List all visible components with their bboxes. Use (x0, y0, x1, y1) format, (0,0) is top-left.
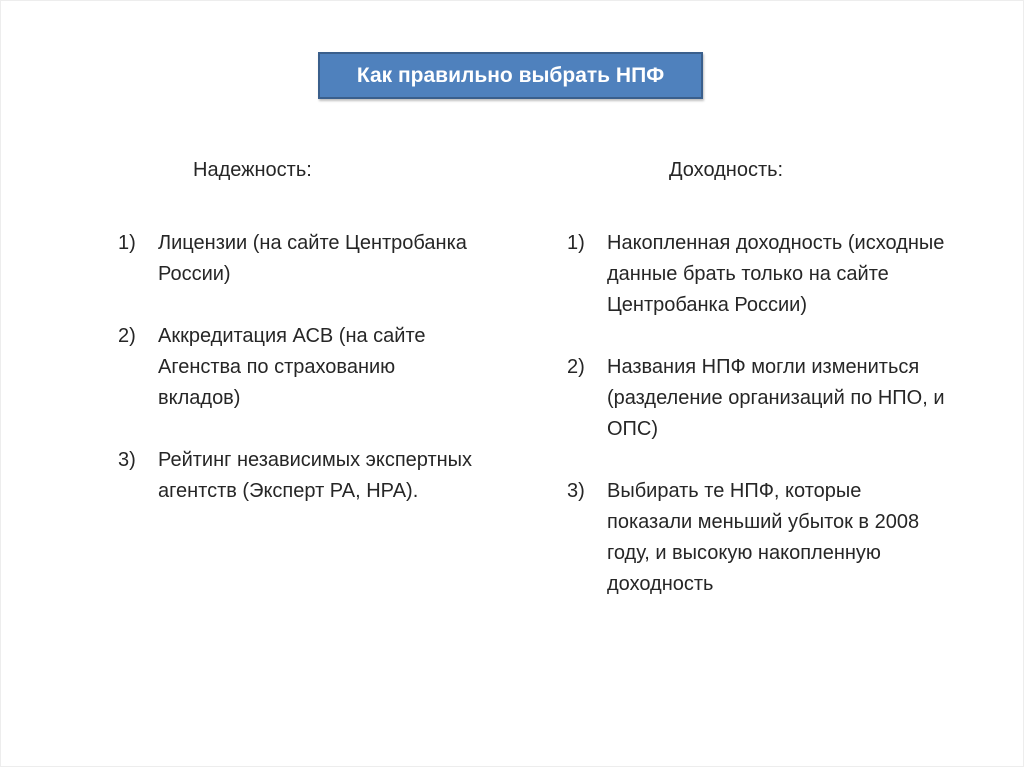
item-number: 3) (567, 480, 585, 502)
profitability-list (567, 228, 947, 631)
reliability-heading: Надежность: (193, 159, 312, 181)
item-number: 1) (567, 232, 585, 254)
item-text: Аккредитация АСВ (на сайте Агенства по страхованию вкладов) (158, 325, 426, 409)
list-item (567, 228, 947, 321)
profitability-heading: Доходность: (669, 159, 784, 181)
item-text: Лицензии (на сайте Центробанка России) (158, 232, 467, 285)
item-text: Выбирать те НПФ, которые показали меньший убыток в 2008 году, и высокую накопленную доходность (607, 480, 920, 595)
item-number: 2) (118, 325, 136, 347)
list-item (567, 352, 947, 445)
item-text: Названия НПФ могли измениться (разделение организаций по НПО, и ОПС) (607, 356, 945, 440)
list-item (118, 321, 478, 414)
item-number: 2) (567, 356, 585, 378)
item-number: 3) (118, 449, 136, 471)
item-number: 1) (118, 232, 136, 254)
title-box (318, 52, 703, 99)
list-item (118, 228, 478, 290)
list-item (567, 476, 947, 600)
slide-title: Как правильно выбрать НПФ (356, 63, 665, 87)
list-item (118, 445, 478, 507)
item-text: Рейтинг независимых экспертных агентств (Эксперт РА, НРА). (158, 449, 473, 502)
reliability-list (118, 228, 478, 538)
item-text: Накопленная доходность (исходные данные брать только на сайте Центробанка России) (607, 232, 945, 316)
